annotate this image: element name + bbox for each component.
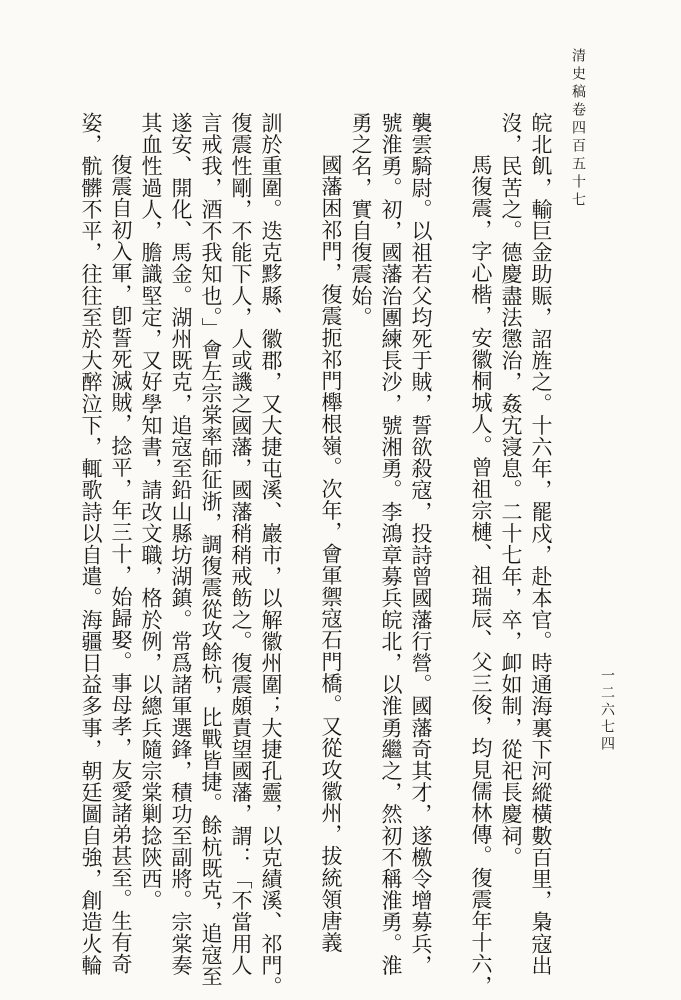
text-column: 號淮勇。初，國藩治團練長沙，號湘勇。李鴻章募兵皖北，以淮勇繼之，然初不稱淮勇。淮 <box>379 112 403 976</box>
page-number: 一二六七四 <box>599 668 615 753</box>
text-column: 襲雲騎尉。以祖若父均死于賊，誓欲殺寇，投詩曾國藩行營。國藩奇其才，遂檄令增募兵， <box>409 112 433 976</box>
text-column: 其血性過人，膽識堅定，又好學知書，請改文職，格於例，以總兵隨宗棠剿捻陝西。 <box>139 112 163 912</box>
running-title: 清史稿卷四百五十七 <box>570 48 586 210</box>
text-column: 復震自初入軍，卽誓死滅賊，捻平，年三十，始歸娶。事母孝，友愛諸弟甚至。生有奇 <box>109 154 133 975</box>
text-column: 馬復震，字心楷，安徽桐城人。曾祖宗槤、祖瑞辰、父三俊，均見儒林傳。復震年十六， <box>469 154 493 997</box>
text-column: 復震性剛，不能下人，人或譏之國藩，國藩稍稍戒飭之。復震頗責望國藩，謂：「不當用人 <box>229 112 253 976</box>
text-column: 勇之名，實自復震始。 <box>349 112 373 328</box>
text-column: 言戒我，酒不我知也。」會左宗棠率師征浙，調復震從攻餘杭，比戰皆捷。餘杭既克，追寇至 <box>199 112 223 988</box>
text-column: 沒，民苦之。德慶盡法懲治，姦宄寖息。二十七年，卒，卹如制，從祀長慶祠。 <box>499 112 523 868</box>
body-text <box>79 112 556 998</box>
text-column: 訓於重圍。迭克黟縣、徽郡，又大捷屯溪、巖市，以解徽州圍；大捷孔靈，以克績溪、祁門。 <box>259 112 283 998</box>
text-column: 姿，骯髒不平，往往至於大醉泣下，輒歌詩以自遣。海疆日益多事，朝廷圖自強，創造火輪 <box>79 112 103 976</box>
text-column: 遂安、開化、馬金。湖州既克，追寇至鉛山縣坊湖鎮。常爲諸軍選鋒，積功至副將。宗棠奏 <box>169 112 193 976</box>
text-column: 國藩困祁門，復震扼祁門櫸根嶺。次年，會軍禦寇石門橋。又從攻徽州，拔統領唐義 <box>319 154 343 954</box>
text-column: 皖北飢，輸巨金助賑，詔旌之。十六年，罷戍，赴本官。時通海裏下河縱橫數百里，梟寇出 <box>529 112 553 976</box>
